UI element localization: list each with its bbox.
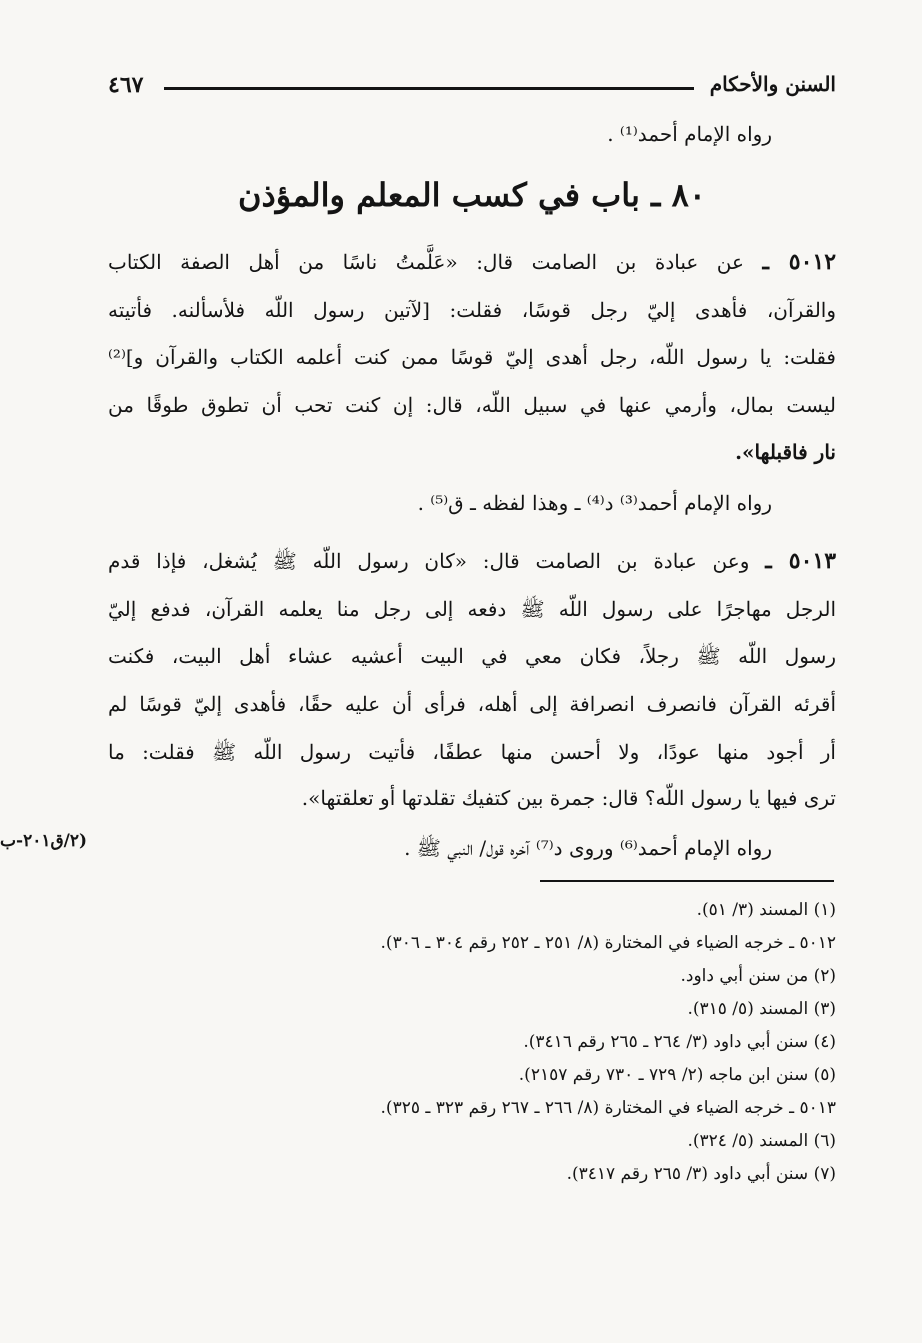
running-title: السنن والأحكام	[709, 72, 836, 96]
hadith-5013-line-4: أقرئه القرآن فانصرف انصرافة إلى أهله، فرأى أن عليه حقًا، فأهدى إليّ قوسًا لم	[108, 692, 836, 716]
chapter-title: ٨٠ ـ باب في كسب المعلم والمؤذن	[238, 176, 706, 214]
hadith-5012-source: رواه الإمام أحمد⁽³⁾ د⁽⁴⁾ ـ وهذا لفظه ـ ق⁽⁵⁾ .	[417, 491, 772, 515]
hadith-number: ٥٠١٣ ـ	[765, 548, 836, 574]
footnote: (١) المسند (٣/ ٥١).	[696, 900, 836, 920]
footnote: (٢) من سنن أبي داود.	[680, 966, 836, 986]
hadith-number: ٥٠١٢ ـ	[762, 249, 836, 275]
hadith-5012-line-3: فقلت: يا رسول اللّه، رجل أهدى إليّ قوسًا ممن كنت أعلمه الكتاب والقرآن و]⁽²⁾	[108, 345, 836, 369]
hadith-text: وعن عبادة بن الصامت قال: «كان رسول اللّه ﷺ يُشغل، فإذا قدم	[108, 549, 750, 573]
footnote: ٥٠١٣ ـ خرجه الضياء في المختارة (٨/ ٢٦٦ ـ ٢٦٧ رقم ٣٢٣ ـ ٣٢٥).	[380, 1098, 836, 1118]
footnote-divider	[540, 880, 834, 882]
page-number: ٤٦٧	[108, 72, 144, 98]
hadith-5013-source: رواه الإمام أحمد⁽⁶⁾ وروى د⁽⁷⁾ آخره قول/ النبي ﷺ .	[404, 836, 772, 860]
hadith-5013-line-5: أر أجود منها عودًا، ولا أحسن منها عطفًا، فأتيت رسول اللّه ﷺ فقلت: ما	[108, 740, 836, 764]
footnote: (٤) سنن أبي داود (٣/ ٢٦٤ ـ ٢٦٥ رقم ٣٤١٦).	[523, 1032, 836, 1052]
hadith-5012-line-4: ليست بمال، وأرمي عنها في سبيل اللّه، قال: إن كنت تحب أن تطوق طوقًا من	[108, 393, 836, 417]
hadith-5013-line-6: ترى فيها يا رسول اللّه؟ قال: جمرة بين كتفيك تقلدتها أو تعلقتها».	[301, 786, 836, 810]
hadith-5013-line-2: الرجل مهاجرًا على رسول اللّه ﷺ دفعه إلى رجل منا يعلمه القرآن، فدفع إليّ	[108, 597, 836, 621]
top-source-line: رواه الإمام أحمد⁽¹⁾ .	[607, 122, 772, 146]
hadith-5012-line-2: والقرآن، فأهدى إليّ رجل قوسًا، فقلت: [لآتين رسول اللّه فلأسألنه. فأتيته	[108, 298, 836, 322]
footnote: (٥) سنن ابن ماجه (٢/ ٧٢٩ ـ ٧٣٠ رقم ٢١٥٧).	[518, 1065, 836, 1085]
footnote: (٣) المسند (٥/ ٣١٥).	[687, 999, 836, 1019]
footnote: (٧) سنن أبي داود (٣/ ٢٦٥ رقم ٣٤١٧).	[566, 1164, 836, 1184]
hadith-5012-line-1	[108, 244, 836, 280]
footnote: ٥٠١٢ ـ خرجه الضياء في المختارة (٨/ ٢٥١ ـ ٢٥٢ رقم ٣٠٤ ـ ٣٠٦).	[380, 933, 836, 953]
footnote: (٦) المسند (٥/ ٣٢٤).	[687, 1131, 836, 1151]
manuscript-margin-note: (٢/ق٢٠١-ب	[0, 831, 88, 851]
hadith-5013-line-3: رسول اللّه ﷺ رجلاً، فكان معي في البيت أعشيه عشاء أهل البيت، فكنت	[108, 644, 836, 668]
header-rule	[164, 87, 694, 90]
page-header	[108, 72, 836, 104]
hadith-text: عن عبادة بن الصامت قال: «عَلَّمتُ ناسًا من أهل الصفة الكتاب	[108, 250, 744, 274]
hadith-5012-line-5: نار فاقبلها».	[735, 440, 836, 464]
hadith-5013-line-1	[108, 543, 836, 579]
